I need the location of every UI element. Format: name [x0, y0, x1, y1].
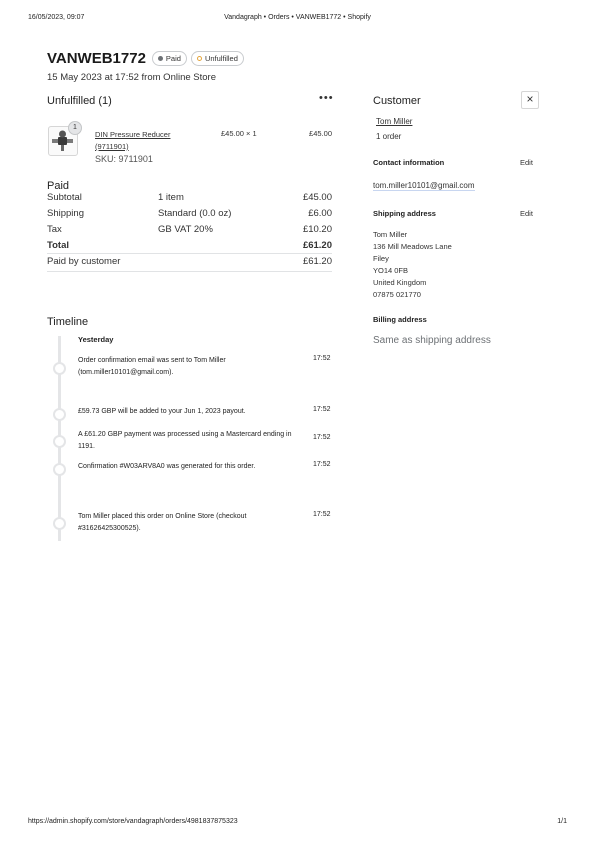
timeline-event-time: 17:52 — [313, 434, 331, 441]
timeline-event-time: 17:52 — [313, 355, 331, 362]
timeline-event-time: 17:52 — [313, 461, 331, 468]
timeline-event: Confirmation #W03ARV8A0 was generated for this order. — [78, 463, 256, 470]
shipping-address-line: United Kingdom — [373, 278, 427, 287]
print-page-title: Vandagraph • Orders • VANWEB1772 • Shopify — [224, 14, 371, 21]
product-sku: SKU: 9711901 — [95, 154, 153, 164]
timeline-dot — [53, 463, 66, 476]
quantity-badge: 1 — [68, 121, 82, 135]
fulfillment-status-badge — [191, 51, 244, 66]
customer-email-link[interactable]: tom.miller10101@gmail.com — [373, 181, 475, 190]
timeline-dot — [53, 517, 66, 530]
row-amount: £61.20 — [302, 256, 332, 267]
timeline-event: Tom Miller placed this order on Online Store (checkout #31626425300525). — [78, 513, 247, 532]
order-number: VANWEB1772 — [47, 50, 146, 67]
paid-dot-icon — [158, 56, 163, 61]
customer-card-title: Customer — [373, 95, 421, 107]
row-amount: £61.20 — [302, 240, 332, 251]
billing-address-value: Same as shipping address — [373, 335, 491, 346]
row-label: Total — [47, 240, 69, 251]
row-label: Subtotal — [47, 192, 82, 203]
divider — [47, 271, 332, 272]
shipping-address-line: 136 Mill Meadows Lane — [373, 242, 452, 251]
row-amount: £45.00 — [302, 192, 332, 203]
print-page-number: 1/1 — [557, 818, 567, 825]
payment-card-title: Paid — [47, 180, 70, 192]
edit-contact-button[interactable]: Edit — [520, 158, 533, 167]
timeline-dot — [53, 435, 66, 448]
payment-status-badge — [152, 51, 187, 66]
timeline-day-label: Yesterday — [78, 335, 114, 344]
order-subtitle: 15 May 2023 at 17:52 from Online Store — [47, 72, 216, 83]
contact-information-heading: Contact information — [373, 158, 445, 167]
total-row — [47, 240, 332, 254]
timeline-event: A £61.20 GBP payment was processed using a Mastercard ending in 1191. — [78, 431, 292, 450]
shipping-address-heading: Shipping address — [373, 209, 436, 218]
row-detail: 1 item — [158, 192, 184, 203]
subtotal-row — [47, 192, 332, 206]
shipping-address-line: Filey — [373, 254, 389, 263]
print-datetime: 16/05/2023, 09:07 — [28, 14, 85, 21]
timeline-title: Timeline — [47, 316, 89, 328]
customer-name-link[interactable]: Tom Miller — [376, 117, 413, 126]
shipping-address-line: 07875 021770 — [373, 290, 421, 299]
fulfillment-status-label: Unfulfilled — [204, 54, 238, 63]
row-amount: £10.20 — [302, 224, 332, 235]
timeline-dot — [53, 362, 66, 375]
shipping-row — [47, 208, 332, 222]
timeline-dot — [53, 408, 66, 421]
paid-by-customer-row — [47, 256, 332, 270]
timeline-event: £59.73 GBP will be added to your Jun 1, 2023 payout. — [78, 408, 246, 415]
shipping-address-line: YO14 0FB — [373, 266, 409, 275]
tax-row — [47, 224, 332, 238]
customer-order-count: 1 order — [376, 132, 402, 141]
row-label: Paid by customer — [47, 256, 121, 267]
more-actions-icon[interactable]: ••• — [319, 92, 334, 104]
order-header — [47, 50, 248, 67]
unit-price: £45.00 × 1 — [221, 129, 257, 138]
unfulfilled-card-title: Unfulfilled (1) — [47, 95, 112, 107]
timeline-event-time: 17:52 — [313, 406, 331, 413]
product-name-link[interactable]: DIN Pressure Reducer (9711901) — [95, 130, 171, 151]
divider — [47, 253, 332, 254]
edit-shipping-button[interactable]: Edit — [520, 209, 533, 218]
row-detail: Standard (0.0 oz) — [158, 208, 232, 219]
unfulfilled-dot-icon — [197, 56, 202, 61]
payment-status-label: Paid — [165, 54, 181, 63]
row-detail: GB VAT 20% — [158, 224, 213, 235]
row-amount: £6.00 — [308, 208, 332, 219]
row-label: Shipping — [47, 208, 84, 219]
shipping-address-line: Tom Miller — [373, 230, 408, 239]
timeline-event-time: 17:52 — [313, 511, 331, 518]
close-icon[interactable]: × — [521, 91, 539, 109]
billing-address-heading: Billing address — [373, 315, 427, 324]
line-item-total: £45.00 — [309, 129, 332, 138]
row-label: Tax — [47, 224, 62, 235]
print-url: https://admin.shopify.com/store/vandagraph/orders/4981837875323 — [28, 818, 238, 825]
timeline-event: Order confirmation email was sent to Tom Miller (tom.miller10101@gmail.com). — [78, 357, 226, 376]
